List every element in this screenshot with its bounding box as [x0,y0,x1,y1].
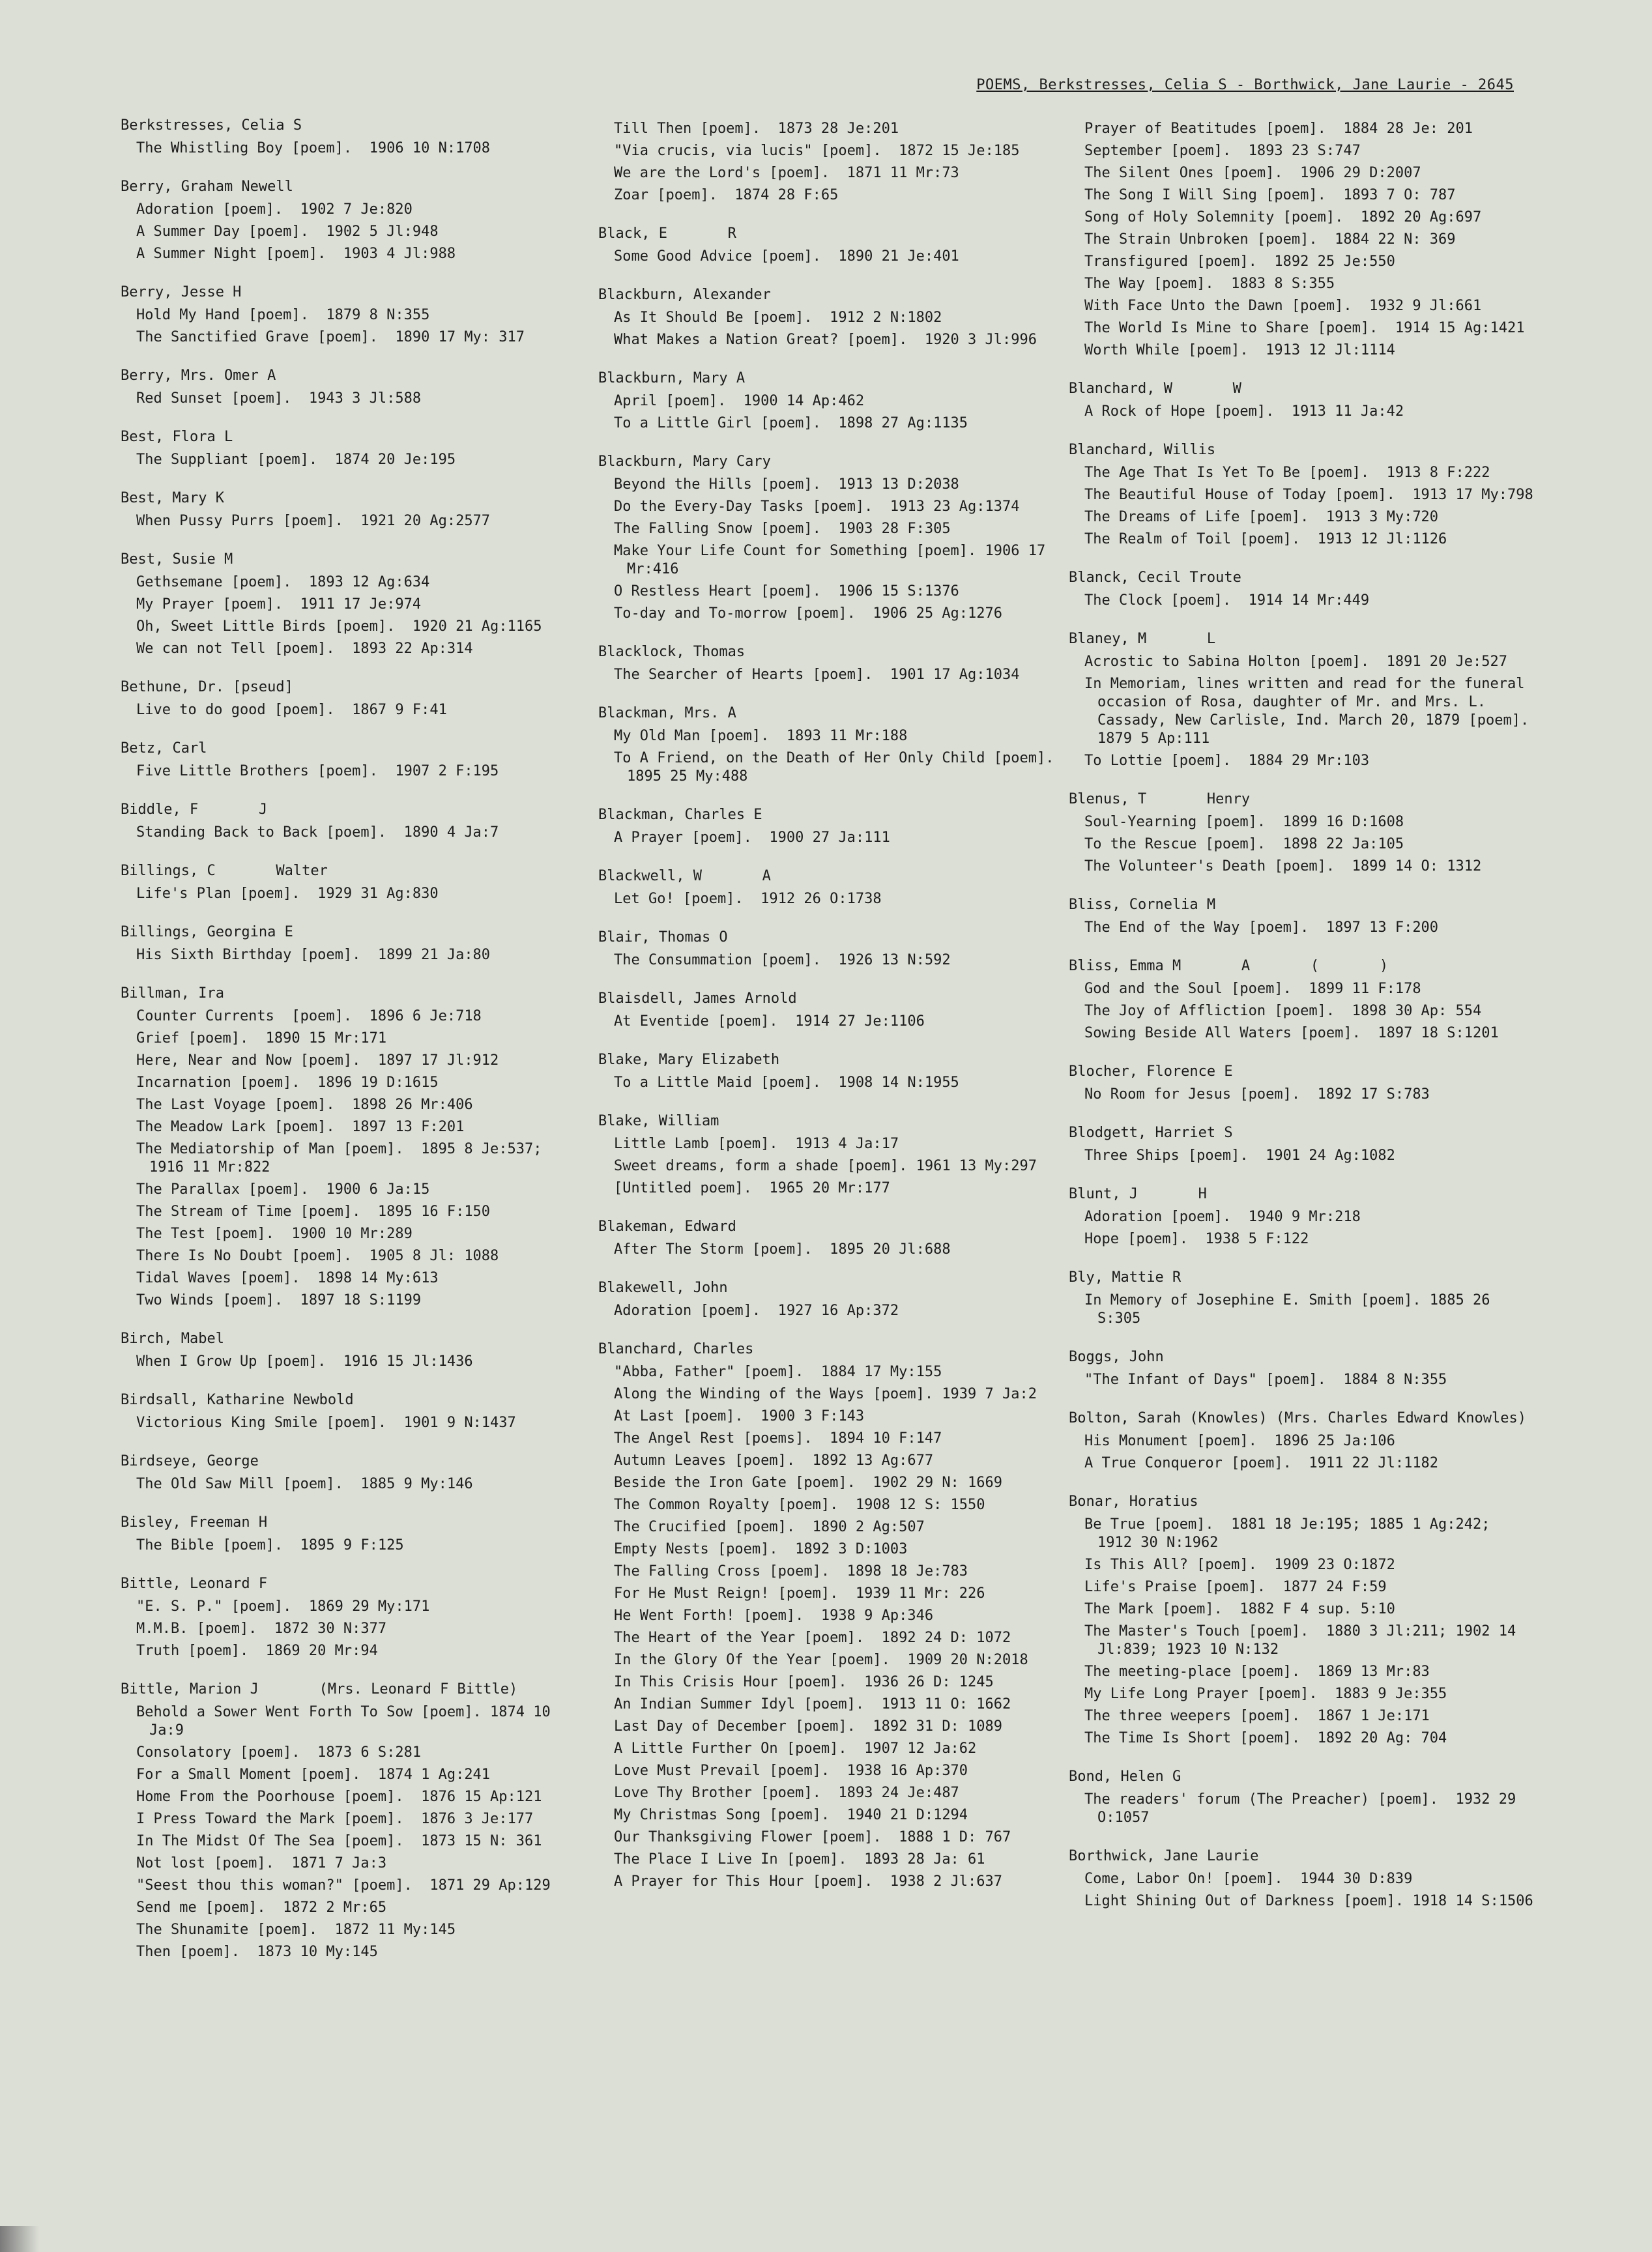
poem-entry: For He Must Reign! [poem]. 1939 11 Mr: 226 [614,1585,985,1602]
poem-entry: The Meadow Lark [poem]. 1897 13 F:201 [136,1119,465,1135]
author-name: Billings, C Walter [121,863,328,879]
poem-entry: The Suppliant [poem]. 1874 20 Je:195 [136,452,456,468]
author-block [1069,957,1538,1043]
author-block [598,928,1054,970]
author-name: Bond, Helen G [1069,1768,1181,1785]
poem-entry: The Searcher of Hearts [poem]. 1901 17 Ag:1034 [614,667,1020,683]
author-name: Blanchard, Willis [1069,442,1216,458]
poem-entry: Light Shining Out of Darkness [poem]. 1918 14 S:1506 [1084,1893,1533,1909]
poem-entry: Then [poem]. 1873 10 My:145 [136,1944,378,1960]
index-column-1 [121,116,577,1961]
poem-entry: We can not Tell [poem]. 1893 22 Ap:314 [136,641,473,657]
poem-entry: The Mediatorship of Man [poem]. 1895 8 Je:537; 1916 11 Mr:822 [136,1141,560,1176]
poem-entry: The End of the Way [poem]. 1897 13 F:200 [1084,919,1439,936]
poem-entry: Send me [poem]. 1872 2 Mr:65 [136,1899,387,1916]
poem-entry: The Time Is Short [poem]. 1892 20 Ag: 704 [1084,1730,1447,1746]
poem-entry: The Song I Will Sing [poem]. 1893 7 O: 787 [1084,187,1456,203]
poem-entry: The Shunamite [poem]. 1872 11 My:145 [136,1922,456,1938]
poem-entry: To a Little Maid [poem]. 1908 14 N:1955 [614,1075,959,1091]
author-name: Bonar, Horatius [1069,1494,1198,1510]
author-block [598,120,1054,205]
poem-entry: Little Lamb [poem]. 1913 4 Ja:17 [614,1136,899,1152]
poem-entry: Life's Praise [poem]. 1877 24 F:59 [1084,1579,1387,1595]
author-block [121,1452,577,1494]
author-block [121,116,577,158]
poem-entry: I Press Toward the Mark [poem]. 1876 3 Je:177 [136,1811,534,1827]
author-name: Blenus, T Henry [1069,791,1251,807]
author-name: Berkstresses, Celia S [121,117,302,134]
poem-entry: What Makes a Nation Great? [poem]. 1920 3 Jl:996 [614,332,1037,348]
poem-entry: Make Your Life Count for Something [poem]. 1906 17 Mr:416 [614,543,1054,577]
poem-entry: Counter Currents [poem]. 1896 6 Je:718 [136,1008,482,1024]
author-block [598,989,1054,1031]
author-block [1069,1268,1538,1328]
author-block [598,642,1054,684]
author-name: Birch, Mabel [121,1331,224,1347]
poem-entry: Gethsemane [poem]. 1893 12 Ag:634 [136,574,430,590]
author-block [121,1391,577,1432]
poem-entry: In The Midst Of The Sea [poem]. 1873 15 N: 361 [136,1833,542,1849]
author-block [121,861,577,903]
author-block [121,550,577,658]
poem-entry: After The Storm [poem]. 1895 20 Jl:688 [614,1241,951,1258]
poem-entry: My Prayer [poem]. 1911 17 Je:974 [136,596,422,613]
poem-entry: The three weepers [poem]. 1867 1 Je:171 [1084,1708,1430,1724]
author-block [121,1680,577,1961]
author-block [1069,629,1546,770]
poem-entry: At Eventide [poem]. 1914 27 Je:1106 [614,1013,925,1030]
poem-entry: April [poem]. 1900 14 Ap:462 [614,393,865,409]
poem-entry: The meeting-place [poem]. 1869 13 Mr:83 [1084,1664,1430,1680]
poem-entry: Is This All? [poem]. 1909 23 O:1872 [1084,1557,1395,1573]
author-block [1069,120,1538,360]
poem-entry: A Summer Day [poem]. 1902 5 Jl:948 [136,224,439,240]
poem-entry: God and the Soul [poem]. 1899 11 F:178 [1084,981,1421,997]
author-name: Berry, Jesse H [121,284,242,300]
author-block [121,1329,577,1371]
poem-entry: When Pussy Purrs [poem]. 1921 20 Ag:2577 [136,513,491,529]
poem-entry: A Rock of Hope [poem]. 1913 11 Ja:42 [1084,403,1404,420]
poem-entry: Soul-Yearning [poem]. 1899 16 D:1608 [1084,814,1404,830]
poem-entry: Beyond the Hills [poem]. 1913 13 D:2038 [614,476,959,493]
poem-entry: The Test [poem]. 1900 10 Mr:289 [136,1226,413,1242]
poem-entry: The Bible [poem]. 1895 9 F:125 [136,1537,404,1553]
poem-entry: An Indian Summer Idyl [poem]. 1913 11 O: 1662 [614,1696,1011,1712]
poem-entry: Two Winds [poem]. 1897 18 S:1199 [136,1292,422,1308]
poem-entry: Incarnation [poem]. 1896 19 D:1615 [136,1075,439,1091]
poem-entry: Along the Winding of the Ways [poem]. 1939 7 Ja:2 [614,1386,1037,1402]
poem-entry: The Common Royalty [poem]. 1908 12 S: 1550 [614,1497,985,1513]
author-block [598,1340,1054,1891]
author-block [121,177,577,263]
author-block [1069,790,1538,876]
poem-entry: He Went Forth! [poem]. 1938 9 Ap:346 [614,1608,934,1624]
author-name: Blackburn, Alexander [598,287,771,303]
poem-entry: The Whistling Boy [poem]. 1906 10 N:1708 [136,140,491,156]
poem-entry: Empty Nests [poem]. 1892 3 D:1003 [614,1541,908,1557]
poem-entry: Do the Every-Day Tasks [poem]. 1913 23 Ag:1374 [614,498,1020,515]
poem-entry: As It Should Be [poem]. 1912 2 N:1802 [614,310,942,326]
poem-entry: The Way [poem]. 1883 8 S:355 [1084,276,1335,292]
author-name: Betz, Carl [121,740,207,757]
author-block [598,452,1054,623]
poem-entry: My Life Long Prayer [poem]. 1883 9 Je:355 [1084,1686,1447,1702]
index-column-3 [1069,116,1546,1911]
author-name: Blunt, J H [1069,1186,1207,1202]
poem-entry: Our Thanksgiving Flower [poem]. 1888 1 D: 767 [614,1829,1011,1845]
poem-entry: The Age That Is Yet To Be [poem]. 1913 8 F:222 [1084,465,1490,481]
author-name: Blaisdell, James Arnold [598,990,797,1007]
poem-entry: The Heart of the Year [poem]. 1892 24 D: 1072 [614,1630,1011,1646]
poem-entry: To Lottie [poem]. 1884 29 Mr:103 [1084,753,1370,769]
poem-entry: Red Sunset [poem]. 1943 3 Jl:588 [136,390,422,407]
author-name: Biddle, F J [121,801,268,818]
author-name: Best, Mary K [121,490,224,506]
poem-entry: "Seest thou this woman?" [poem]. 1871 29 Ap:129 [136,1877,551,1894]
author-name: Blakewell, John [598,1280,728,1296]
poem-entry: In This Crisis Hour [poem]. 1936 26 D: 1245 [614,1674,994,1690]
poem-entry: The Old Saw Mill [poem]. 1885 9 My:146 [136,1476,473,1492]
poem-entry: Consolatory [poem]. 1873 6 S:281 [136,1744,422,1761]
poem-entry: The Crucified [poem]. 1890 2 Ag:507 [614,1519,925,1535]
poem-entry: The Consummation [poem]. 1926 13 N:592 [614,952,951,968]
poem-entry: Transfigured [poem]. 1892 25 Je:550 [1084,253,1395,270]
author-block [1069,1062,1538,1104]
poem-entry: Love Must Prevail [poem]. 1938 16 Ap:370 [614,1763,968,1779]
poem-entry: The Silent Ones [poem]. 1906 29 D:2007 [1084,165,1421,181]
poem-entry: The Stream of Time [poem]. 1895 16 F:150 [136,1204,491,1220]
poem-entry: The Strain Unbroken [poem]. 1884 22 N: 369 [1084,231,1456,248]
poem-entry: Sweet dreams, form a shade [poem]. 1961 13 My:297 [614,1158,1037,1174]
author-name: Billings, Georgina E [121,924,293,940]
poem-entry: O Restless Heart [poem]. 1906 15 S:1376 [614,583,959,599]
poem-entry: Live to do good [poem]. 1867 9 F:41 [136,702,447,718]
poem-entry: Life's Plan [poem]. 1929 31 Ag:830 [136,886,439,902]
author-name: Bethune, Dr. [pseud] [121,679,293,695]
poem-entry: Acrostic to Sabina Holton [poem]. 1891 20 Je:527 [1084,654,1508,670]
author-block [1069,379,1538,421]
author-name: Best, Susie M [121,551,233,568]
poem-entry: There Is No Doubt [poem]. 1905 8 Jl: 1088 [136,1248,499,1264]
poem-entry: The Mark [poem]. 1882 F 4 sup. 5:10 [1084,1601,1395,1617]
author-name: Blaney, M L [1069,631,1216,647]
author-name: Blackman, Charles E [598,807,762,823]
poem-entry: To the Rescue [poem]. 1898 22 Ja:105 [1084,836,1404,852]
poem-entry: "The Infant of Days" [poem]. 1884 8 N:355 [1084,1372,1447,1388]
author-name: Blackman, Mrs. A [598,705,736,721]
author-block [598,285,1054,349]
author-block [1069,1847,1538,1911]
author-block [121,984,577,1310]
author-block [121,283,577,347]
author-name: Blanchard, W W [1069,381,1241,397]
poem-entry: Grief [poem]. 1890 15 Mr:171 [136,1030,387,1047]
author-name: Blanchard, Charles [598,1341,754,1357]
poem-entry: Last Day of December [poem]. 1892 31 D: 1089 [614,1718,1003,1735]
poem-entry: His Sixth Birthday [poem]. 1899 21 Ja:80 [136,947,491,963]
poem-entry: Some Good Advice [poem]. 1890 21 Je:401 [614,248,959,265]
author-name: Bolton, Sarah (Knowles) (Mrs. Charles Edward Knowles) [1069,1410,1526,1426]
author-block [121,366,577,408]
author-block [598,224,1054,266]
poem-entry: In Memory of Josephine E. Smith [poem]. 1885 26 S:305 [1084,1292,1499,1327]
scan-shadow [0,2226,39,2252]
poem-entry: A Prayer for This Hour [poem]. 1938 2 Jl:637 [614,1873,1003,1890]
author-block [121,1513,577,1555]
poem-entry: In Memoriam, lines written and read for the funeral occasion of Rosa, daughter of Mr. and Mrs. L. Cassady, New Carlisle, Ind. March 20, 1879 [poem]. 1879 5 Ap:111 [1084,676,1546,747]
author-block [1069,440,1538,549]
poem-entry: To A Friend, on the Death of Her Only Child [poem]. 1895 25 My:488 [614,750,1072,785]
poem-entry: Till Then [poem]. 1873 28 Je:201 [614,121,899,137]
author-block [1069,1492,1538,1748]
author-name: Blodgett, Harriet S [1069,1125,1233,1141]
author-name: Blackburn, Mary A [598,370,746,386]
author-name: Birdseye, George [121,1453,259,1469]
author-block [1069,1123,1538,1165]
author-block [121,1574,577,1660]
author-name: Blackburn, Mary Cary [598,454,771,470]
author-block [598,1050,1054,1092]
author-name: Blanck, Cecil Troute [1069,570,1241,586]
poem-entry: Tidal Waves [poem]. 1898 14 My:613 [136,1270,439,1286]
poem-entry: Standing Back to Back [poem]. 1890 4 Ja:7 [136,824,499,841]
poem-entry: With Face Unto the Dawn [poem]. 1932 9 Jl:661 [1084,298,1482,314]
poem-entry: Adoration [poem]. 1902 7 Je:820 [136,201,413,218]
author-name: Best, Flora L [121,429,233,445]
author-block [598,805,1054,847]
author-name: Blair, Thomas O [598,929,728,946]
poem-entry: His Monument [poem]. 1896 25 Ja:106 [1084,1433,1395,1449]
poem-entry: A Little Further On [poem]. 1907 12 Ja:62 [614,1740,977,1757]
author-name: Berry, Mrs. Omer A [121,368,276,384]
author-block [598,1217,1054,1259]
poem-entry: Let Go! [poem]. 1912 26 O:1738 [614,891,882,907]
author-name: Blackwell, W A [598,868,771,884]
author-name: Bittle, Leonard F [121,1576,268,1592]
author-name: Birdsall, Katharine Newbold [121,1392,354,1408]
author-block [1069,1348,1538,1389]
poem-entry: Love Thy Brother [poem]. 1893 24 Je:487 [614,1785,959,1801]
poem-entry: At Last [poem]. 1900 3 F:143 [614,1408,865,1424]
author-block [121,739,577,781]
page-header: POEMS, Berkstresses, Celia S - Borthwick, Jane Laurie - 2645 [976,77,1514,93]
poem-entry: The Parallax [poem]. 1900 6 Ja:15 [136,1181,430,1198]
author-block [598,1112,1054,1198]
poem-entry: Truth [poem]. 1869 20 Mr:94 [136,1643,378,1659]
author-block [598,369,1054,433]
poem-entry: Hold My Hand [poem]. 1879 8 N:355 [136,307,430,323]
poem-entry: The readers' forum (The Preacher) [poem]. 1932 29 O:1057 [1084,1791,1525,1826]
poem-entry: The Angel Rest [poems]. 1894 10 F:147 [614,1430,942,1447]
poem-entry: Behold a Sower Went Forth To Sow [poem]. 1874 10 Ja:9 [136,1704,560,1739]
poem-entry: A Prayer [poem]. 1900 27 Ja:111 [614,830,890,846]
poem-entry: Come, Labor On! [poem]. 1944 30 D:839 [1084,1871,1413,1887]
poem-entry: "Abba, Father" [poem]. 1884 17 My:155 [614,1364,942,1380]
poem-entry: Be True [poem]. 1881 18 Je:195; 1885 1 Ag:242; 1912 30 N:1962 [1084,1516,1508,1551]
poem-entry: For a Small Moment [poem]. 1874 1 Ag:241 [136,1767,491,1783]
author-block [598,867,1054,908]
author-name: Bittle, Marion J (Mrs. Leonard F Bittle) [121,1681,518,1697]
poem-entry: Song of Holy Solemnity [poem]. 1892 20 Ag:697 [1084,209,1482,225]
poem-entry: Beside the Iron Gate [poem]. 1902 29 N: 1669 [614,1475,1003,1491]
author-name: Billman, Ira [121,985,224,1002]
poem-entry: The World Is Mine to Share [poem]. 1914 15 Ag:1421 [1084,320,1525,336]
author-name: Boggs, John [1069,1349,1164,1365]
poem-entry: In the Glory Of the Year [poem]. 1909 20 N:2018 [614,1652,1028,1668]
poem-entry: The Dreams of Life [poem]. 1913 3 My:720 [1084,509,1439,525]
poem-entry: Not lost [poem]. 1871 7 Ja:3 [136,1855,387,1871]
poem-entry: Zoar [poem]. 1874 28 F:65 [614,187,839,203]
author-name: Blocher, Florence E [1069,1063,1233,1080]
index-column-2 [598,116,1072,1891]
poem-entry: The Joy of Affliction [poem]. 1898 30 Ap: 554 [1084,1003,1482,1019]
poem-entry: Prayer of Beatitudes [poem]. 1884 28 Je: 201 [1084,121,1473,137]
author-name: Blacklock, Thomas [598,644,746,660]
author-block [598,704,1072,786]
author-name: Blake, William [598,1113,719,1129]
poem-entry: Three Ships [poem]. 1901 24 Ag:1082 [1084,1148,1395,1164]
poem-entry: My Christmas Song [poem]. 1940 21 D:1294 [614,1807,968,1823]
poem-entry: Adoration [poem]. 1940 9 Mr:218 [1084,1209,1361,1225]
poem-entry: A Summer Night [poem]. 1903 4 Jl:988 [136,246,456,262]
poem-entry: We are the Lord's [poem]. 1871 11 Mr:73 [614,165,959,181]
author-block [1069,1409,1538,1473]
poem-entry: Home From the Poorhouse [poem]. 1876 15 Ap:121 [136,1789,542,1805]
poem-entry: The Volunteer's Death [poem]. 1899 14 O: 1312 [1084,858,1482,874]
poem-entry: Autumn Leaves [poem]. 1892 13 Ag:677 [614,1452,934,1469]
poem-entry: Victorious King Smile [poem]. 1901 9 N:1437 [136,1415,516,1431]
poem-entry: The Beautiful House of Today [poem]. 1913 17 My:798 [1084,487,1533,503]
author-block [121,427,577,469]
author-name: Berry, Graham Newell [121,179,293,195]
author-block [1069,1767,1538,1827]
poem-entry: The Master's Touch [poem]. 1880 3 Jl:211; 1902 14 Jl:839; 1923 10 N:132 [1084,1623,1525,1658]
poem-entry: The Falling Cross [poem]. 1898 18 Je:783 [614,1563,968,1580]
author-block [1069,895,1538,937]
author-name: Blakeman, Edward [598,1219,736,1235]
poem-entry: September [poem]. 1893 23 S:747 [1084,143,1361,159]
poem-entry: The Clock [poem]. 1914 14 Mr:449 [1084,592,1370,609]
poem-entry: Worth While [poem]. 1913 12 Jl:1114 [1084,342,1395,358]
poem-entry: Five Little Brothers [poem]. 1907 2 F:195 [136,763,499,779]
poem-entry: [Untitled poem]. 1965 20 Mr:177 [614,1180,890,1196]
author-block [121,923,577,964]
poem-entry: The Falling Snow [poem]. 1903 28 F:305 [614,521,951,537]
poem-entry: A True Conqueror [poem]. 1911 22 Jl:1182 [1084,1455,1439,1471]
author-name: Black, E R [598,225,736,242]
poem-entry: Here, Near and Now [poem]. 1897 17 Jl:912 [136,1052,499,1069]
poem-entry: To a Little Girl [poem]. 1898 27 Ag:1135 [614,415,968,431]
poem-entry: To-day and To-morrow [poem]. 1906 25 Ag:1276 [614,605,1003,622]
author-block [121,800,577,842]
poem-entry: The Place I Live In [poem]. 1893 28 Ja: 61 [614,1851,985,1868]
poem-entry: My Old Man [poem]. 1893 11 Mr:188 [614,728,908,744]
author-name: Bly, Mattie R [1069,1269,1181,1286]
author-name: Bliss, Emma M A ( ) [1069,958,1389,974]
poem-entry: No Room for Jesus [poem]. 1892 17 S:783 [1084,1086,1430,1103]
poem-entry: M.M.B. [poem]. 1872 30 N:377 [136,1621,387,1637]
poem-entry: The Sanctified Grave [poem]. 1890 17 My: 317 [136,329,525,345]
poem-entry: Adoration [poem]. 1927 16 Ap:372 [614,1303,899,1319]
poem-entry: Oh, Sweet Little Birds [poem]. 1920 21 Ag:1165 [136,618,542,635]
author-name: Bliss, Cornelia M [1069,897,1216,913]
poem-entry: "Via crucis, via lucis" [poem]. 1872 15 Je:185 [614,143,1020,159]
author-name: Blake, Mary Elizabeth [598,1052,780,1068]
author-block [1069,1185,1538,1249]
poem-entry: When I Grow Up [poem]. 1916 15 Jl:1436 [136,1353,473,1370]
author-block [1069,568,1538,610]
poem-entry: The Realm of Toil [poem]. 1913 12 Jl:1126 [1084,531,1447,547]
poem-entry: Hope [poem]. 1938 5 F:122 [1084,1231,1309,1247]
poem-entry: Sowing Beside All Waters [poem]. 1897 18 S:1201 [1084,1025,1499,1041]
author-block [598,1278,1054,1320]
author-name: Bisley, Freeman H [121,1514,268,1531]
author-name: Borthwick, Jane Laurie [1069,1848,1259,1864]
poem-entry: The Last Voyage [poem]. 1898 26 Mr:406 [136,1097,473,1113]
poem-entry: "E. S. P." [poem]. 1869 29 My:171 [136,1598,430,1615]
author-block [121,678,577,719]
author-block [121,489,577,530]
